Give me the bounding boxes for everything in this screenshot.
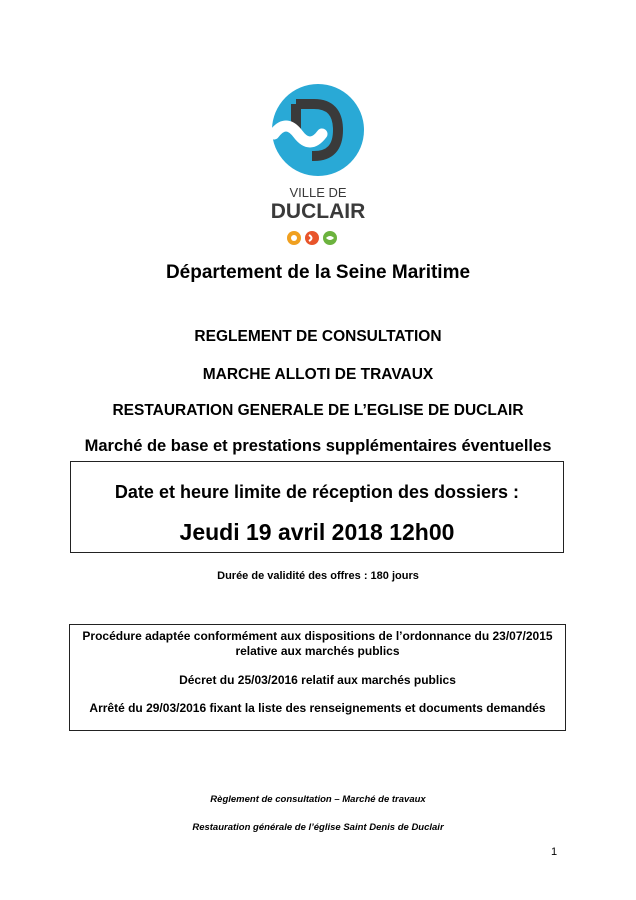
procedure-box bbox=[69, 624, 566, 731]
market-type-title: MARCHE ALLOTI DE TRAVAUX bbox=[202, 366, 434, 383]
footer-line1: Règlement de consultation – Marché de travaux bbox=[210, 794, 426, 805]
department-title: Département de la Seine Maritime bbox=[165, 262, 471, 283]
procedure-decree: Décret du 25/03/2016 relatif aux marchés publics bbox=[179, 673, 456, 687]
market-scope-title: Marché de base et prestations supplémentaires éventuelles bbox=[84, 437, 552, 455]
duclair-logo-graphic bbox=[256, 84, 380, 250]
procedure-arrete: Arrêté du 29/03/2016 fixant la liste des renseignements et documents demandés bbox=[89, 701, 546, 715]
logo-line1: VILLE DE bbox=[289, 185, 347, 200]
page-number: 1 bbox=[551, 846, 558, 858]
procedure-ordinance: Procédure adaptée conformément aux dispositions de l’ordonnance du 23/07/2015 relative aux marchés publics bbox=[82, 629, 553, 658]
project-title: RESTAURATION GENERALE DE L’EGLISE DE DUCLAIR bbox=[112, 402, 524, 419]
ville-de-duclair-logo bbox=[256, 84, 380, 250]
deadline-label: Date et heure limite de réception des dossiers : bbox=[114, 482, 520, 502]
logo-line2: DUCLAIR bbox=[270, 200, 366, 223]
footer-line2: Restauration générale de l’église Saint Denis de Duclair bbox=[192, 822, 444, 833]
deadline-box bbox=[70, 461, 564, 553]
offer-validity: Durée de validité des offres : 180 jours bbox=[217, 570, 419, 582]
document-title: REGLEMENT DE CONSULTATION bbox=[194, 328, 442, 345]
deadline-value: Jeudi 19 avril 2018 12h00 bbox=[179, 519, 455, 545]
